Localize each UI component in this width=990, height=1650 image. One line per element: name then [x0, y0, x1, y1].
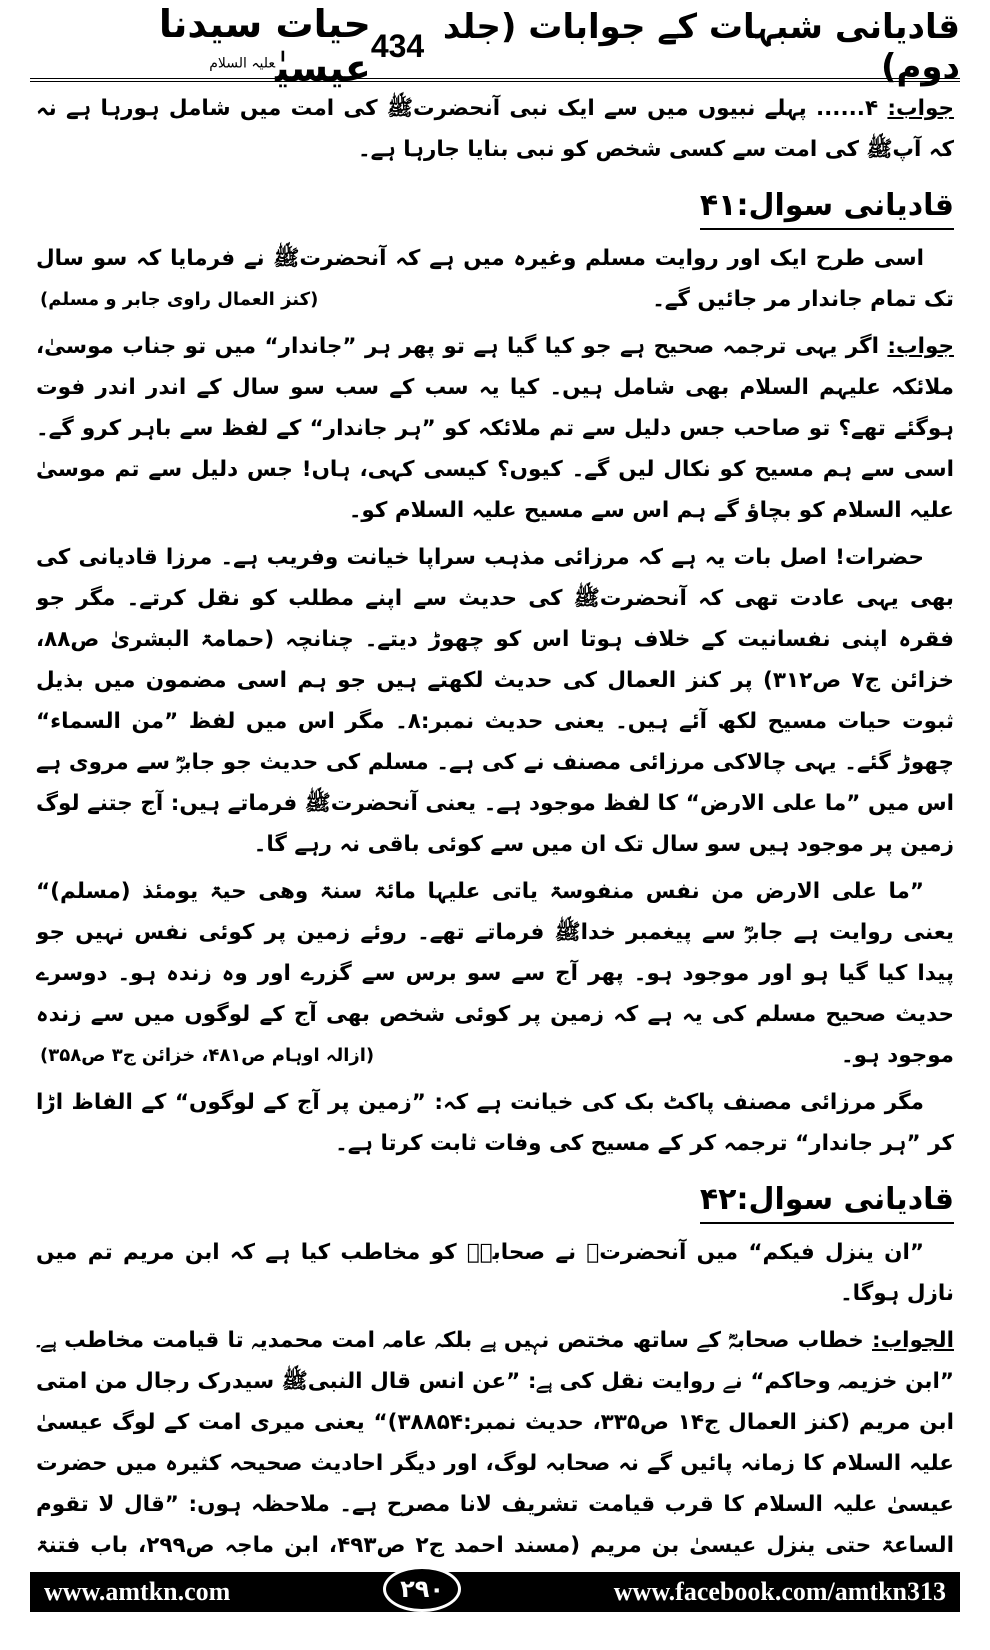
answer-lead: جواب: [887, 334, 954, 359]
answer-41-paragraph [36, 326, 954, 531]
answer-42-paragraph [36, 1320, 954, 1560]
answer-text: اگر یہی ترجمہ صحیح ہے جو کیا گیا ہے تو پھر ہر ”جاندار“ میں تو جناب موسیٰ، ملائکہ علیہم السلام بھی شامل ہیں۔ کیا یہ سب کے سب سو سال کے اندر اندر فوت ہوگئے تھے؟ تو صاحب جس دلیل سے تم ملائکہ کو ”ہر جاندار“ کے لفظ سے باہر کرو گے۔ اسی سے ہم مسیح کو نکال لیں گے۔ کیوں؟ کیسی کہی، ہاں! جس دلیل سے تم موسیٰ علیہ السلام کو بچاؤ گے ہم اس سے مسیح علیہ السلام کو۔ [36, 334, 954, 523]
paragraph-2-reference: (ازالہ اوہام ص۴۸۱، خزائن ج۳ ص۳۵۸) [40, 1045, 375, 1066]
answer-number: ۴...... [815, 96, 879, 121]
page-footer [30, 1572, 960, 1612]
website-link[interactable]: www.amtkn.com [44, 1577, 231, 1606]
paragraph-explanation-3: مگر مرزائی مصنف پاکٹ بک کی خیانت ہے کہ: ”زمین پر آج کے لوگوں“ کے الفاظ اڑا کر ”ہر جاندار“ ترجمہ کر کے مسیح کی وفات ثابت کرتا ہے۔ [36, 1090, 954, 1156]
paragraph-explanation-2: ”ما علی الارض من نفس منفوسۃ یاتی علیہا مائۃ سنۃ وھی حیۃ یومئذ (مسلم)“ یعنی روایت ہے جابرؓ سے پیغمبر خداﷺ فرماتے تھے۔ روئے زمین پر کوئی نفس نہیں جو پیدا کیا گیا ہو اور موجود ہو۔ پھر آج سے سو برس سے گزرے اور وہ زندہ ہو۔ دوسرے حدیث صحیح مسلم کی یہ ہے کہ زمین پر کوئی شخص بھی آج کے لوگوں میں سے زندہ موجود ہو۔ (ازالہ اوہام ص۴۸۱، خزائن ج۳ ص۳۵۸) [36, 871, 954, 1076]
honorific: علیہ السلام [209, 55, 276, 72]
answer-text: پہلے نبیوں میں سے ایک نبی آنحضرتﷺ کی امت میں شامل ہورہا ہے نہ کہ آپﷺ کی امت سے کسی شخص کو نبی بنایا جارہا ہے۔ [36, 96, 954, 162]
footer-page-number: ۲۹۰ [383, 1566, 461, 1612]
question-41-heading: قادیانی سوال:۴۱ [700, 184, 954, 230]
answer-lead: الجواب: [871, 1328, 954, 1353]
question-41-reference: (کنز العمال راوی جابر و مسلم) [40, 289, 319, 310]
series-title: قادیانی شبہات کے جوابات (جلد دوم) [442, 6, 960, 87]
question-41-text: اسی طرح ایک اور روایت مسلم وغیرہ میں ہے کہ آنحضرتﷺ نے فرمایا کہ سو سال تک تمام جاندار مر جائیں گے۔ (کنز العمال راوی جابر و مسلم) [36, 238, 954, 320]
book-title: حیات سیدنا عیسیٰ$^{علیہ السلام}$ [158, 2, 371, 90]
page-header [30, 2, 960, 90]
answer-lead: جواب: [887, 96, 954, 121]
header-page-number: 434 [370, 27, 425, 64]
answer-text: خطاب صحابہؓ کے ساتھ مختص نہیں ہے بلکہ عامہ امت محمدیہ تا قیامت مخاطب ہے۔ ”ابن خزیمہ وحاکم“ نے روایت نقل کی ہے: ”عن انس قال النبیﷺ سیدرک رجال من امتی ابن مریم (کنز العمال ج۱۴ ص۳۳۵، حدیث نمبر:۳۸۸۵۴)“ یعنی میری امت کے لوگ عیسیٰ علیہ السلام کا زمانہ پائیں گے نہ صحابہ لوگ، اور دیگر احادیث صحیحہ کثیرہ میں حضرت عیسیٰ علیہ السلام کا قرب قیامت تشریف لانا مصرح ہے۔ ملاحظہ ہوں: ”قال لا تقوم الساعۃ حتی ینزل عیسیٰ بن مریم (مسند احمد ج۲ ص۴۹۳، ابن ماجہ ص۲۹۹، باب فتنۃ [36, 1328, 954, 1558]
question-42-heading: قادیانی سوال:۴۲ [700, 1178, 954, 1224]
paragraph-explanation-1: حضرات! اصل بات یہ ہے کہ مرزائی مذہب سراپا خیانت وفریب ہے۔ مرزا قادیانی کی بھی یہی عادت تھی کہ آنحضرتﷺ کی حدیث سے اپنے مطلب کو نقل کرتے۔ مگر جو فقرہ اپنی نفسانیت کے خلاف ہوتا اس کو چھوڑ دیتے۔ چنانچہ (حمامۃ البشریٰ ص۸۸، خزائن ج۷ ص۳۱۲) پر کنز العمال کی حدیث لکھتے ہیں جو ہم اسی مضمون میں بذیل ثبوت حیات مسیح لکھ آئے ہیں۔ یعنی حدیث نمبر:۸۔ مگر اس میں لفظ ”من السماء“ چھوڑ گئے۔ یہی چالاکی مرزائی مصنف نے کی ہے۔ مسلم کی حدیث جو جابرؓ سے مروی ہے اس میں ”ما علی الارض“ کا لفظ موجود ہے۔ یعنی آنحضرتﷺ فرماتے ہیں: آج جتنے لوگ زمین پر موجود ہیں سو سال تک ان میں سے کوئی باقی نہ رہے گا۔ [36, 545, 954, 857]
facebook-link[interactable]: www.facebook.com/amtkn313 [613, 1577, 946, 1606]
answer-4-paragraph [36, 88, 954, 170]
question-42-text: ”ان ینزل فیکم“ میں آنحضرتﷺ نے صحابہؓ کو مخاطب کیا ہے کہ ابن مریم تم میں نازل ہوگا۔ [36, 1240, 954, 1306]
page-content [36, 88, 954, 1560]
